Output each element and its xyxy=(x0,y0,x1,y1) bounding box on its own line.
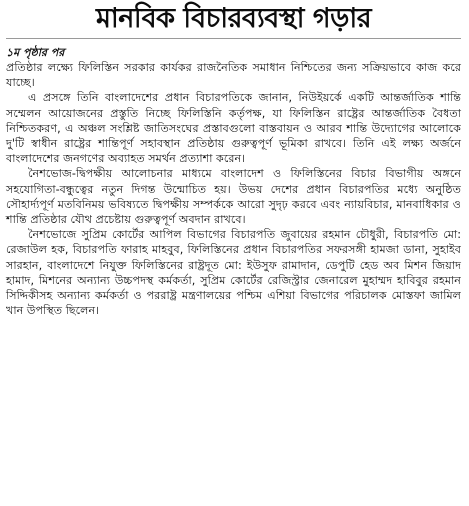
article-paragraph-1: প্রতিষ্ঠার লক্ষ্যে ফিলিস্তিন সরকার কার্যকর রাজনৈতিক সমাধান নিশ্চিতের জন্য সক্রিয়ভাবে কাজ করে যাচ্ছে। xyxy=(6,61,461,90)
article-paragraph-3: নৈশভোজ-দ্বিপক্ষীয় আলোচনার মাধ্যমে বাংলাদেশ ও ফিলিস্তিনের বিচার বিভাগীয় অঙ্গনে সহযোগিতা-বন্ধুত্বের নতুন দিগন্ত উন্মোচিত হয়। উভয় দেশের প্রধান বিচারপতির মধ্যে অনুষ্ঠিত সৌহার্দ্যপূর্ণ মতবিনিময় ভবিষ্যতে দ্বিপক্ষীয় সম্পর্ককে আরো সুদৃঢ় করবে এবং ন্যায়বিচার, মানবাধিকার ও শান্তি প্রতিষ্ঠার যৌথ প্রচেষ্টায় গুরুত্বপূর্ণ অবদান রাখবে। xyxy=(6,167,461,227)
article-paragraph-2: এ প্রসঙ্গে তিনি বাংলাদেশের প্রধান বিচারপতিকে জানান, নিউইয়র্কে একটি আন্তর্জাতিক শান্তি সম্মেলন আয়োজনের প্রস্তুতি নিচ্ছে ফিলিস্তিনি কর্তৃপক্ষ, যা ফিলিস্তিন রাষ্ট্রের আন্তর্জাতিক বৈধতা নিশ্চিতকরণ, এ অঞ্চল সংশ্লিষ্ট জাতিসংঘের প্রস্তাবগুলো বাস্তবায়ন ও আরব শান্তি উদ্যোগের আলোকে দু'টি স্বাধীন রাষ্ট্রের শান্তিপূর্ণ সহাবস্থান প্রতিষ্ঠায় গুরুত্বপূর্ণ ভূমিকা রাখবে। তিনি এই লক্ষ্য অর্জনে বাংলাদেশের জনগণের অব্যাহত সমর্থন প্রত্যাশা করেন। xyxy=(6,91,461,166)
headline-bar xyxy=(6,0,461,39)
article-paragraph-4: নৈশভোজে সুপ্রিম কোর্টের আপিল বিভাগের বিচারপতি জুবায়ের রহমান চৌধুরী, বিচারপতি মো: রেজাউল হক, বিচারপতি ফারাহ মাহবুব, ফিলিস্তিনের প্রধান বিচারপতির সফরসঙ্গী হামজা ডানা, সুহাইব সারহান, বাংলাদেশে নিযুক্ত ফিলিস্তিনের রাষ্ট্রদূত মো: ইউসুফ রামাদান, ডেপুটি হেড অব মিশন জিয়াদ হামাদ, মিশনের অন্যান্য উচ্চপদস্থ কর্মকর্তা, সুপ্রিম কোর্টের রেজিস্ট্রার জেনারেল মুহাম্মদ হাবিবুর রহমান সিদ্দিকীসহ অন্যান্য কর্মকর্তা ও পররাষ্ট্র মন্ত্রণালয়ের পশ্চিম এশিয়া বিভাগের পরিচালক মোস্তফা জামিল খান উপস্থিত ছিলেন। xyxy=(6,228,461,318)
article-headline: মানবিক বিচারব্যবস্থা গড়ার xyxy=(95,3,372,34)
continued-from-page-label: ১ম পৃষ্ঠার পর xyxy=(6,46,65,59)
